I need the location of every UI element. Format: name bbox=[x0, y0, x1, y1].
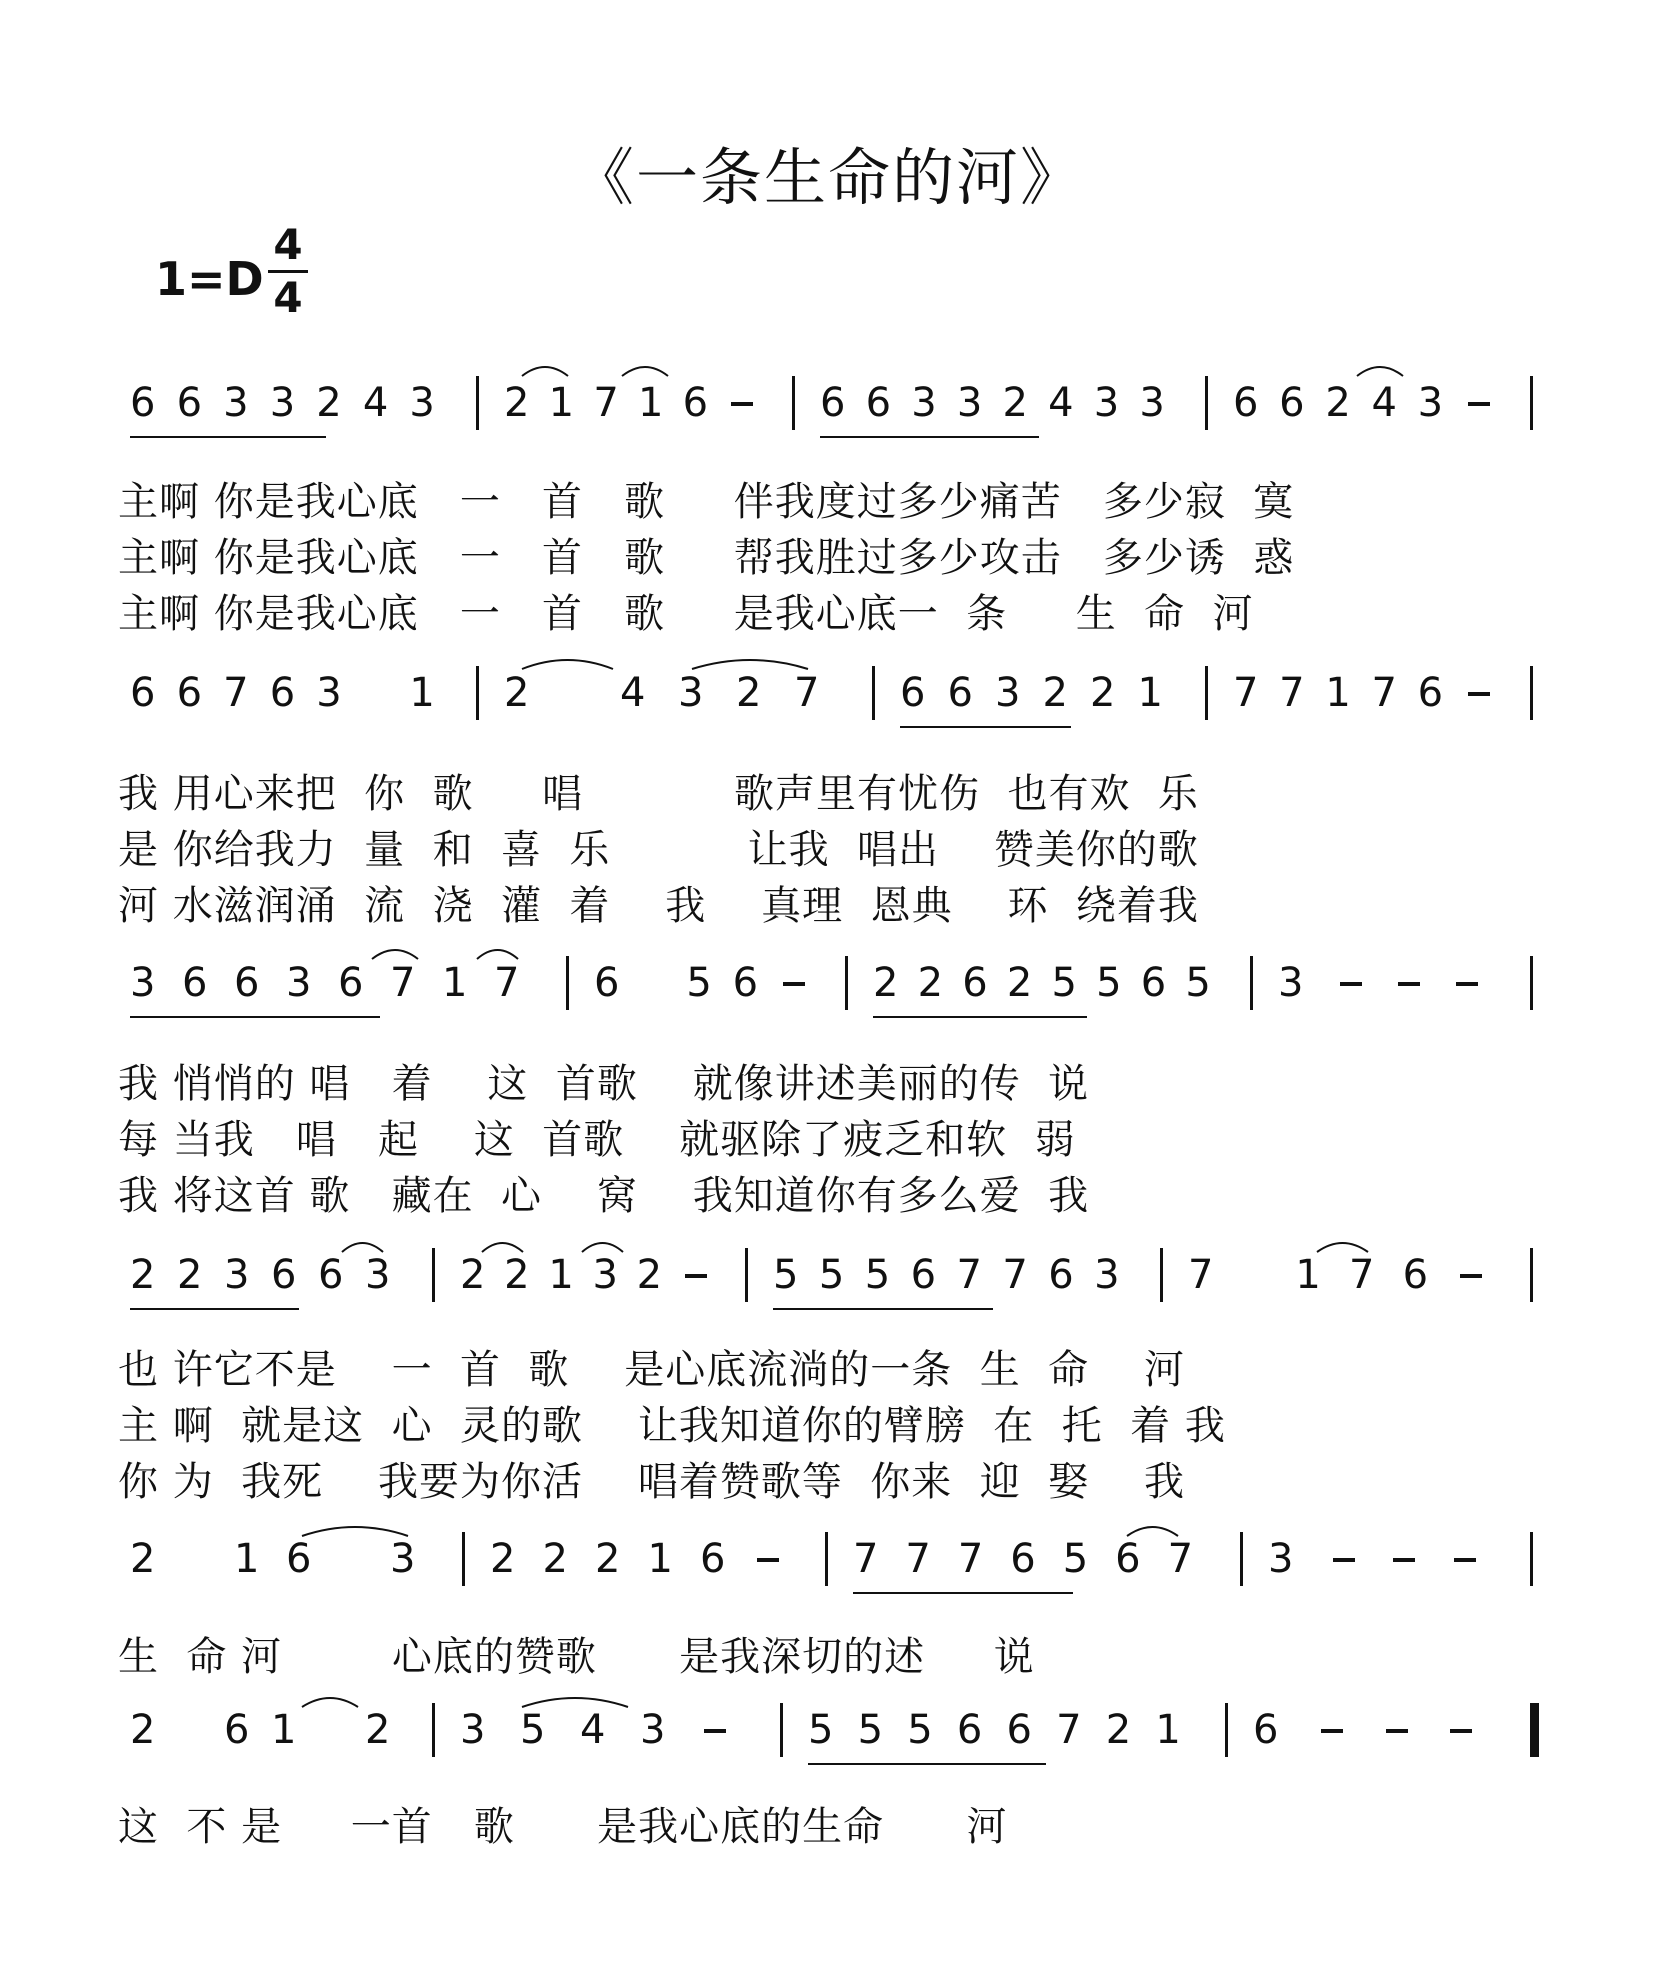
note: 3 bbox=[1417, 380, 1444, 426]
note: 6 bbox=[269, 670, 296, 716]
note-dash bbox=[1398, 982, 1420, 986]
note: 3 bbox=[678, 670, 704, 716]
note: 6 bbox=[338, 960, 364, 1006]
barline bbox=[1160, 1248, 1163, 1302]
note: 2 bbox=[1325, 380, 1351, 426]
note: 7 bbox=[223, 670, 249, 716]
note: 6 bbox=[130, 380, 156, 426]
note: 6 bbox=[1233, 380, 1259, 426]
note: 2 bbox=[1090, 670, 1116, 716]
lyric-line: 主啊 你是我心底 一 首 歌 帮我胜过多少攻击 多少诱 惑 bbox=[118, 535, 1295, 581]
lyric-line: 你 为 我死 我要为你活 唱着赞歌等 你来 迎 娶 我 bbox=[118, 1459, 1186, 1505]
note: 6 bbox=[1140, 960, 1167, 1006]
note: 1 bbox=[548, 1252, 574, 1298]
lyric-line: 我 将这首 歌 藏在 心 窝 我知道你有多么爱 我 bbox=[118, 1173, 1090, 1219]
note: 6 bbox=[1048, 1252, 1074, 1298]
lyric-line: 也 许它不是 一 首 歌 是心底流淌的一条 生 命 河 bbox=[118, 1347, 1186, 1393]
note: 2 bbox=[1006, 960, 1033, 1006]
note: 2 bbox=[504, 1252, 530, 1298]
note: 6 bbox=[1115, 1536, 1141, 1582]
note: 3 bbox=[1093, 380, 1120, 426]
note: 4 bbox=[362, 380, 389, 426]
slur-mark bbox=[370, 945, 420, 961]
note: 7 bbox=[593, 380, 619, 426]
slur-mark bbox=[520, 1693, 630, 1709]
note-dash bbox=[1450, 1729, 1472, 1733]
slur-mark bbox=[475, 945, 520, 961]
lyric-line: 我 用心来把 你 歌 唱 歌声里有忧伤 也有欢 乐 bbox=[118, 771, 1199, 817]
note-dash bbox=[1386, 1729, 1408, 1733]
note: 3 bbox=[130, 960, 156, 1006]
note: 6 bbox=[820, 380, 846, 426]
beam-line bbox=[820, 436, 1039, 438]
barline bbox=[1205, 376, 1208, 430]
note: 2 bbox=[917, 960, 944, 1006]
note: 1 bbox=[1155, 1707, 1181, 1753]
beam-line bbox=[900, 726, 1071, 728]
note: 5 bbox=[1062, 1536, 1089, 1582]
slur-mark bbox=[300, 1522, 410, 1538]
slur-mark bbox=[580, 1238, 625, 1254]
note: 1 bbox=[442, 960, 468, 1006]
note: 5 bbox=[818, 1252, 845, 1298]
note: 5 bbox=[520, 1707, 546, 1753]
note: 5 bbox=[864, 1252, 891, 1298]
lyric-line: 是 你给我力 量 和 喜 乐 让我 唱出 赞美你的歌 bbox=[118, 827, 1199, 873]
note: 6 bbox=[234, 960, 260, 1006]
note: 2 bbox=[130, 1707, 156, 1753]
note: 2 bbox=[316, 380, 342, 426]
lyric-line: 我 悄悄的 唱 着 这 首歌 就像讲述美丽的传 说 bbox=[118, 1061, 1090, 1107]
slur-mark bbox=[520, 362, 570, 378]
note: 1 bbox=[647, 1536, 673, 1582]
note: 6 bbox=[947, 670, 973, 716]
beam-line bbox=[853, 1592, 1073, 1594]
barline bbox=[432, 1703, 435, 1757]
barline bbox=[1250, 956, 1253, 1010]
note: 6 bbox=[176, 380, 203, 426]
note: 3 bbox=[956, 380, 983, 426]
note: 6 bbox=[1010, 1536, 1036, 1582]
note: 4 bbox=[1048, 380, 1074, 426]
note: 3 bbox=[223, 380, 249, 426]
note: 1 bbox=[1137, 670, 1163, 716]
note: 6 bbox=[865, 380, 892, 426]
note-dash bbox=[757, 1558, 779, 1562]
note: 6 bbox=[682, 380, 709, 426]
note: 7 bbox=[1279, 670, 1305, 716]
note: 2 bbox=[365, 1707, 391, 1753]
note: 5 bbox=[686, 960, 712, 1006]
lyric-line: 每 当我 唱 起 这 首歌 就驱除了疲乏和软 弱 bbox=[118, 1117, 1076, 1163]
final-barline bbox=[1530, 1703, 1539, 1757]
note-dash bbox=[1456, 982, 1478, 986]
slur-mark bbox=[480, 1238, 525, 1254]
note: 3 bbox=[390, 1536, 416, 1582]
barline bbox=[1530, 666, 1533, 720]
barline bbox=[845, 956, 848, 1010]
barline bbox=[432, 1248, 435, 1302]
note-dash bbox=[704, 1729, 726, 1733]
lyric-line: 主啊 你是我心底 一 首 歌 伴我度过多少痛苦 多少寂 寞 bbox=[118, 479, 1295, 525]
note: 6 bbox=[900, 670, 926, 716]
note: 1 bbox=[409, 670, 435, 716]
note: 6 bbox=[182, 960, 208, 1006]
note: 2 bbox=[1105, 1707, 1132, 1753]
barline bbox=[1530, 956, 1533, 1010]
note: 5 bbox=[1096, 960, 1122, 1006]
note: 3 bbox=[911, 380, 937, 426]
barline bbox=[825, 1532, 828, 1586]
note: 3 bbox=[995, 670, 1021, 716]
note: 3 bbox=[269, 380, 296, 426]
note: 3 bbox=[1268, 1536, 1294, 1582]
time-signature bbox=[268, 222, 308, 321]
note: 2 bbox=[636, 1252, 663, 1298]
slur-mark bbox=[1125, 1522, 1180, 1538]
note: 7 bbox=[1002, 1252, 1028, 1298]
note: 6 bbox=[318, 1252, 344, 1298]
note: 3 bbox=[286, 960, 312, 1006]
note: 7 bbox=[1349, 1252, 1375, 1298]
note-dash bbox=[1468, 692, 1490, 696]
note-dash bbox=[731, 402, 753, 406]
note: 5 bbox=[808, 1707, 834, 1753]
slur-mark bbox=[690, 655, 810, 671]
note: 1 bbox=[271, 1707, 297, 1753]
barline bbox=[462, 1532, 465, 1586]
note: 3 bbox=[409, 380, 435, 426]
note-dash bbox=[1460, 1274, 1482, 1278]
note: 7 bbox=[905, 1536, 931, 1582]
beam-line bbox=[808, 1763, 1046, 1765]
barline bbox=[872, 666, 875, 720]
barline bbox=[1225, 1703, 1228, 1757]
note: 6 bbox=[1006, 1707, 1032, 1753]
note: 2 bbox=[542, 1536, 568, 1582]
note: 3 bbox=[460, 1707, 486, 1753]
lyric-line: 主啊 你是我心底 一 首 歌 是我心底一 条 生 命 河 bbox=[118, 591, 1254, 637]
note: 3 bbox=[316, 670, 342, 716]
note: 1 bbox=[1325, 670, 1351, 716]
beam-line bbox=[873, 1016, 1087, 1018]
note: 7 bbox=[390, 960, 416, 1006]
note: 2 bbox=[1042, 670, 1068, 716]
note: 5 bbox=[857, 1707, 884, 1753]
note: 2 bbox=[130, 1536, 156, 1582]
note: 6 bbox=[176, 670, 203, 716]
slur-mark bbox=[300, 1693, 360, 1709]
note: 6 bbox=[1417, 670, 1444, 716]
note-dash bbox=[1454, 1558, 1476, 1562]
barline bbox=[566, 956, 569, 1010]
note: 2 bbox=[1002, 380, 1028, 426]
note: 6 bbox=[1402, 1252, 1429, 1298]
note: 5 bbox=[773, 1252, 799, 1298]
note-dash bbox=[1321, 1729, 1343, 1733]
beam-line bbox=[773, 1308, 993, 1310]
note: 7 bbox=[1056, 1707, 1082, 1753]
barline bbox=[476, 376, 479, 430]
beam-line bbox=[130, 436, 326, 438]
note: 6 bbox=[700, 1536, 726, 1582]
note: 7 bbox=[1233, 670, 1259, 716]
beam-line bbox=[130, 1308, 299, 1310]
slur-mark bbox=[1315, 1238, 1370, 1254]
note: 4 bbox=[580, 1707, 606, 1753]
note: 1 bbox=[638, 380, 664, 426]
note: 6 bbox=[286, 1536, 312, 1582]
note: 5 bbox=[1185, 960, 1211, 1006]
note: 3 bbox=[365, 1252, 391, 1298]
note: 7 bbox=[494, 960, 520, 1006]
note-dash bbox=[685, 1274, 707, 1278]
barline bbox=[1205, 666, 1208, 720]
note: 7 bbox=[1188, 1252, 1214, 1298]
note: 7 bbox=[853, 1536, 879, 1582]
note: 7 bbox=[794, 670, 820, 716]
note: 7 bbox=[1371, 670, 1397, 716]
note: 2 bbox=[130, 1252, 156, 1298]
barline bbox=[792, 376, 795, 430]
lyric-line: 河 水滋润涌 流 浇 灌 着 我 真理 恩典 环 绕着我 bbox=[118, 883, 1199, 929]
note-dash bbox=[1340, 982, 1362, 986]
note: 4 bbox=[1371, 380, 1397, 426]
note-dash bbox=[1468, 402, 1490, 406]
note: 2 bbox=[460, 1252, 486, 1298]
note: 1 bbox=[234, 1536, 260, 1582]
note: 5 bbox=[907, 1707, 933, 1753]
barline bbox=[780, 1703, 783, 1757]
note: 3 bbox=[1278, 960, 1304, 1006]
barline bbox=[1530, 1532, 1533, 1586]
barline bbox=[476, 666, 479, 720]
key-signature: 1=D bbox=[155, 252, 264, 306]
note: 2 bbox=[595, 1536, 621, 1582]
note-dash bbox=[1333, 1558, 1355, 1562]
lyric-line: 这 不 是 一首 歌 是我心底的生命 河 bbox=[118, 1804, 1008, 1850]
slur-mark bbox=[620, 362, 670, 378]
note: 6 bbox=[910, 1252, 937, 1298]
note: 6 bbox=[594, 960, 620, 1006]
time-signature-bottom: 4 bbox=[273, 273, 303, 322]
note: 6 bbox=[956, 1707, 983, 1753]
note: 6 bbox=[271, 1252, 297, 1298]
note: 2 bbox=[736, 670, 762, 716]
note: 1 bbox=[1295, 1252, 1321, 1298]
note: 2 bbox=[873, 960, 899, 1006]
note: 5 bbox=[1051, 960, 1077, 1006]
note: 2 bbox=[504, 670, 530, 716]
time-signature-top: 4 bbox=[273, 220, 303, 269]
note: 3 bbox=[224, 1252, 250, 1298]
note: 3 bbox=[1094, 1252, 1120, 1298]
note: 6 bbox=[962, 960, 988, 1006]
lyric-line: 主 啊 就是这 心 灵的歌 让我知道你的臂膀 在 托 着 我 bbox=[118, 1403, 1226, 1449]
note: 2 bbox=[490, 1536, 516, 1582]
slur-mark bbox=[340, 1238, 385, 1254]
beam-line bbox=[130, 1016, 380, 1018]
note: 3 bbox=[1139, 380, 1165, 426]
lyric-line: 生 命 河 心底的赞歌 是我深切的述 说 bbox=[118, 1634, 1035, 1680]
note: 6 bbox=[1279, 380, 1305, 426]
slur-mark bbox=[1355, 362, 1405, 378]
note: 4 bbox=[620, 670, 646, 716]
note: 7 bbox=[956, 1252, 982, 1298]
note: 3 bbox=[592, 1252, 618, 1298]
note: 1 bbox=[548, 380, 575, 426]
note: 7 bbox=[957, 1536, 984, 1582]
note: 6 bbox=[130, 670, 156, 716]
note: 6 bbox=[224, 1707, 250, 1753]
note: 6 bbox=[1253, 1707, 1279, 1753]
barline bbox=[1530, 1248, 1533, 1302]
note: 3 bbox=[640, 1707, 666, 1753]
note-dash bbox=[1393, 1558, 1415, 1562]
note: 2 bbox=[504, 380, 530, 426]
note: 6 bbox=[732, 960, 759, 1006]
note: 2 bbox=[177, 1252, 203, 1298]
slur-mark bbox=[520, 655, 615, 671]
barline bbox=[1530, 376, 1533, 430]
barline bbox=[1240, 1532, 1243, 1586]
song-title: 《一条生命的河》 bbox=[571, 141, 1084, 214]
barline bbox=[745, 1248, 748, 1302]
note-dash bbox=[783, 982, 805, 986]
note: 7 bbox=[1167, 1536, 1194, 1582]
